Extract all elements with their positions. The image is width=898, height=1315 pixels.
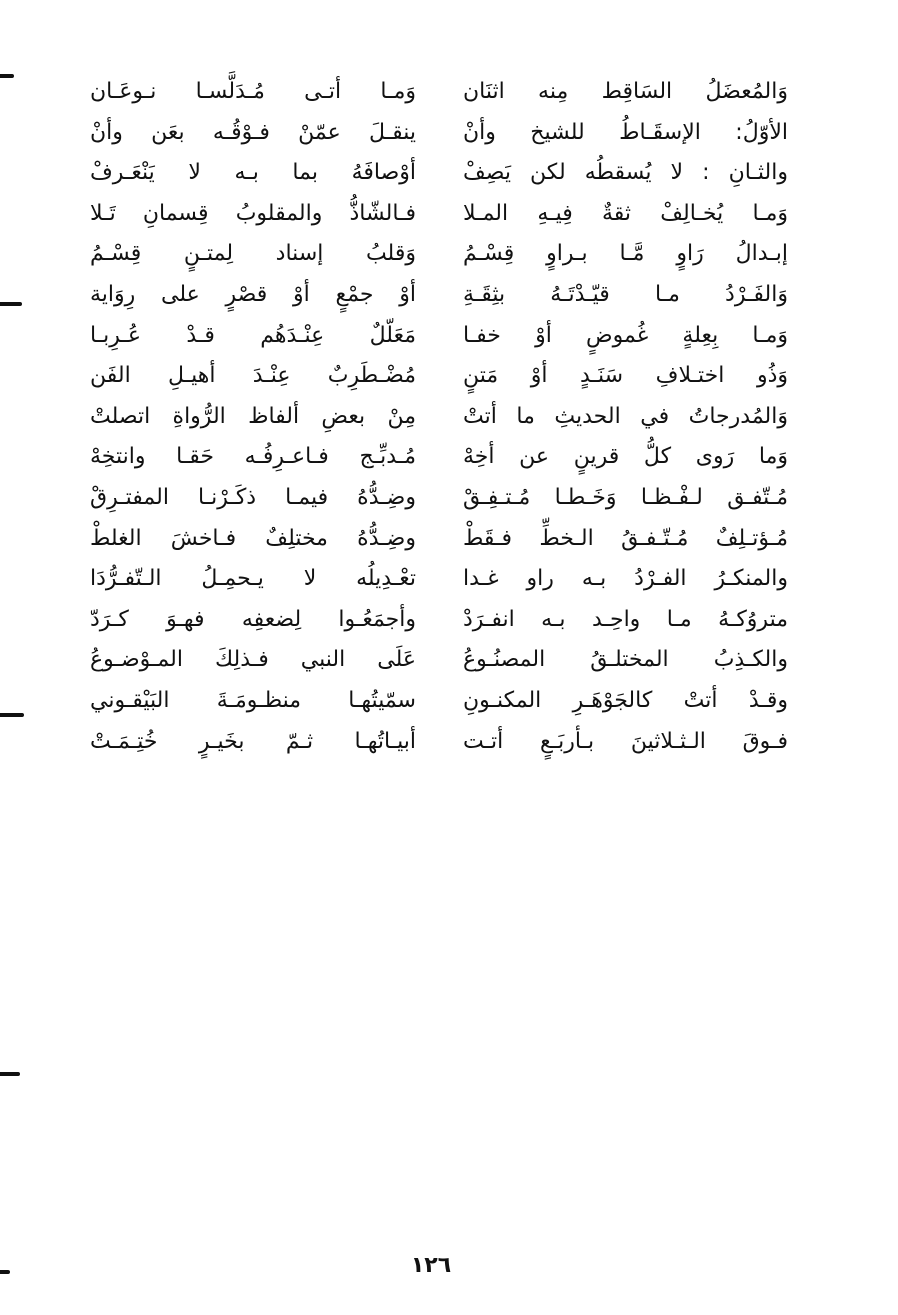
verse-first-hemistich: إبـدالُ رَاوٍ مَّـا بـراوٍ قِسْـمُ — [463, 241, 788, 267]
verse-line — [0, 559, 898, 600]
verse-first-hemistich: وَما رَوى كلُّ قرينٍ عن أخِهْ — [463, 444, 788, 470]
verse-line — [0, 722, 898, 763]
verse-first-hemistich: مُـؤتـلِفٌ مُـتّـفـقُ الـخطِّ فـقَطْ — [463, 525, 788, 551]
verse-first-hemistich: الأوّلُ: الإسقَـاطُ للشيخ وأنْ — [463, 119, 788, 145]
verse-line — [0, 437, 898, 478]
scan-edge-mark — [0, 1270, 10, 1274]
verse-second-hemistich: مِنْ بعضِ ألفاظ الرُّواةِ اتصلتْ — [90, 403, 416, 429]
verse-first-hemistich: وَمـا بِعِلةٍ غُموضٍ أوْ خفـا — [463, 322, 788, 348]
verse-second-hemistich: وَقلبُ إسناد لِمتـنٍ قِسْـمُ — [90, 241, 416, 267]
verse-first-hemistich: وَالفَـرْدُ مـا قيّـدْتَـهُ بثِقَـةِ — [463, 281, 788, 307]
verse-second-hemistich: وَمـا أتـى مُـدَلَّسـا نـوعَـان — [90, 79, 416, 104]
verse-first-hemistich: والمنكـرُ الفـرْدُ بـه راو غـدا — [463, 566, 788, 592]
scan-edge-mark — [0, 74, 14, 78]
page-number: ١٢٦ — [410, 1253, 452, 1278]
verse-line — [0, 478, 898, 519]
verse-second-hemistich: أوْ جمْعٍ أوْ قصْرٍ على رِوَاية — [90, 281, 416, 307]
verse-second-hemistich: تعْـدِيلُه لا يـحمِـلُ الـتّفـرُّدَا — [90, 566, 416, 592]
scan-edge-mark — [0, 302, 22, 306]
verse-line — [0, 275, 898, 316]
verse-second-hemistich: أبيـاتُهـا ثـمّ بخَيـرٍ خُتِـمَـتْ — [90, 728, 416, 754]
verse-line — [0, 316, 898, 357]
verse-second-hemistich: وضِـدُّهُ مختلِفٌ فـاخشَ الغلطْ — [90, 525, 416, 551]
verse-first-hemistich: وَذُو اختـلافِ سَنَـدٍ أوْ مَتنٍ — [463, 363, 788, 389]
verse-first-hemistich: والكـذِبُ المختلـقُ المصنُـوعُ — [463, 647, 788, 673]
verse-line — [0, 519, 898, 560]
verse-second-hemistich: مَعَلّلٌ عِنْـدَهُم قـدْ عُـرِبـا — [90, 322, 416, 348]
verse-line — [0, 72, 898, 113]
verse-line — [0, 234, 898, 275]
verse-line — [0, 194, 898, 235]
verse-second-hemistich: وضِـدُّهُ فيمـا ذكَـرْنـا المفتـرِقْ — [90, 484, 416, 510]
verse-second-hemistich: ينقـلَ عمّنْ فـوْقُـه بعَن وأنْ — [90, 119, 416, 145]
verse-first-hemistich: وَمـا يُخـالِفْ ثقةٌ فِيـهِ المـلا — [463, 200, 788, 226]
verse-first-hemistich: وَالمُدرجاتُ في الحديثِ ما أتتْ — [463, 403, 788, 429]
scan-edge-mark — [0, 713, 24, 717]
verse-line — [0, 153, 898, 194]
verse-line — [0, 681, 898, 722]
verse-first-hemistich: مُـتّفـق لـفْـظـا وَخَـطـا مُـتـفِـقْ — [463, 484, 788, 510]
verse-second-hemistich: سمّيتُهـا منظـومَـةَ البَيْقـوني — [90, 687, 416, 713]
verse-second-hemistich: مُضْـطَرِبٌ عِنْـدَ أهيـلِ الفَن — [90, 363, 416, 389]
scan-edge-mark — [0, 1072, 20, 1076]
verse-line — [0, 600, 898, 641]
verse-second-hemistich: عَلَى النبي فـذلِكَ المـوْضـوعُ — [90, 647, 416, 673]
verse-first-hemistich: متروُكـهُ مـا واحِـد بـه انفـرَدْ — [463, 606, 788, 632]
verse-line — [0, 356, 898, 397]
verse-first-hemistich: وَالمُعضَلُ السَاقِط مِنه اثنَان — [463, 79, 788, 104]
verse-second-hemistich: وأجمَعُـوا لِضعفِه فهـوَ كـرَدّ — [90, 606, 416, 632]
verse-first-hemistich: وقـدْ أتتْ كالجَوْهَـرِ المكنـونِ — [463, 687, 788, 713]
verse-first-hemistich: فـوقَ الـثـلاثينَ بـأربَـعٍ أتـت — [463, 728, 788, 754]
verse-line — [0, 640, 898, 681]
verse-second-hemistich: مُـدبِّـج فـاعـرِفُـه حَقـا وانتخِهْ — [90, 444, 416, 470]
verse-second-hemistich: أوْصافَهُ بما بـه لا يَنْعَـرفْ — [90, 160, 416, 186]
verse-first-hemistich: والثـانِ : لا يُسقطُه لكن يَصِفْ — [463, 160, 788, 186]
verse-second-hemistich: فـالشّاذُّ والمقلوبُ قِسمانِ تَـلا — [90, 200, 416, 226]
verse-line — [0, 397, 898, 438]
verse-line — [0, 113, 898, 154]
poem-body — [0, 72, 898, 762]
